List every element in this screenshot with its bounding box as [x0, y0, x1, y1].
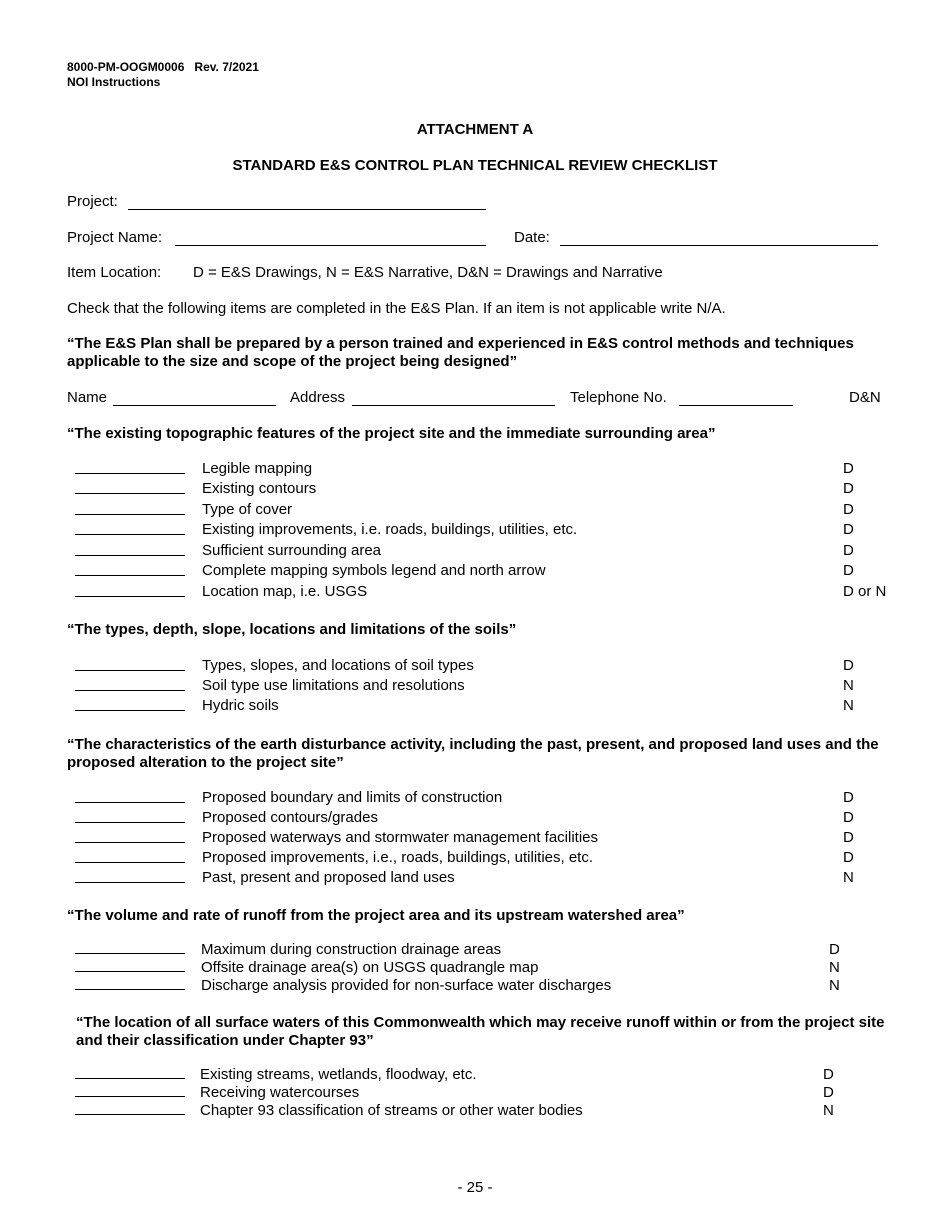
check-blank[interactable]	[75, 959, 185, 972]
name-input-line[interactable]	[113, 390, 276, 406]
check-blank[interactable]	[75, 828, 185, 843]
list-item	[0, 656, 950, 676]
check-blank[interactable]	[75, 582, 185, 597]
item-location-legend: D = E&S Drawings, N = E&S Narrative, D&N = Drawings and Narrative	[193, 264, 663, 281]
address-input-line[interactable]	[352, 390, 555, 406]
item-label: Legible mapping	[202, 460, 313, 477]
list-item	[0, 1066, 950, 1084]
item-location: D	[843, 542, 854, 559]
item-location: D	[843, 789, 854, 806]
list-item	[0, 808, 950, 828]
form-revision: Rev. 7/2021	[194, 60, 259, 74]
item-label: Past, present and proposed land uses	[202, 869, 455, 886]
item-location: D	[843, 809, 854, 826]
check-blank[interactable]	[75, 808, 185, 823]
item-location: D	[843, 521, 854, 538]
item-location: D	[843, 480, 854, 497]
list-item	[0, 941, 950, 959]
check-blank[interactable]	[75, 459, 185, 474]
item-label: Sufficient surrounding area	[202, 542, 382, 559]
list-item	[0, 788, 950, 808]
check-blank[interactable]	[75, 479, 185, 494]
item-location: N	[829, 959, 840, 976]
list-item	[0, 561, 950, 581]
item-location: D	[823, 1084, 834, 1101]
item-label: Complete mapping symbols legend and north arrow	[202, 562, 546, 579]
check-blank[interactable]	[75, 1102, 185, 1115]
check-blank[interactable]	[75, 788, 185, 803]
list-item	[0, 696, 950, 716]
item-label: Proposed waterways and stormwater management facilities	[202, 829, 599, 846]
item-location: D	[843, 460, 854, 477]
date-input-line[interactable]	[560, 230, 878, 246]
project-input-line[interactable]	[128, 194, 486, 210]
item-location: D	[843, 657, 854, 674]
section-title: “The types, depth, slope, locations and limitations of the soils”	[67, 621, 517, 638]
check-blank[interactable]	[75, 941, 185, 954]
check-blank[interactable]	[75, 868, 185, 883]
item-location: N	[843, 697, 854, 714]
list-item	[0, 1102, 950, 1120]
section-title: “The characteristics of the earth disturbance activity, including the past, present, and proposed land uses and the proposed alteration to the project site”	[67, 736, 879, 771]
list-item	[0, 1084, 950, 1102]
form-subtitle: NOI Instructions	[67, 75, 161, 89]
check-blank[interactable]	[75, 1066, 185, 1079]
checklist-title: STANDARD E&S CONTROL PLAN TECHNICAL REVIEW CHECKLIST	[232, 157, 718, 174]
instructions-text: Check that the following items are completed in the E&S Plan. If an item is not applicable write N/A.	[67, 300, 726, 317]
list-item	[0, 541, 950, 561]
list-item	[0, 459, 950, 479]
address-label: Address	[290, 389, 346, 406]
section-title: “The location of all surface waters of this Commonwealth which may receive runoff within or from the project site and their classification under Chapter 93”	[76, 1014, 885, 1049]
item-location: N	[843, 677, 854, 694]
list-item	[0, 676, 950, 696]
check-blank[interactable]	[75, 1084, 185, 1097]
check-blank[interactable]	[75, 541, 185, 556]
item-label: Type of cover	[202, 501, 293, 518]
item-label: Hydric soils	[202, 697, 279, 714]
check-blank[interactable]	[75, 848, 185, 863]
list-item	[0, 959, 950, 977]
project-name-input-line[interactable]	[175, 230, 486, 246]
project-label: Project:	[67, 193, 118, 210]
item-location: D or N	[843, 583, 887, 600]
item-label: Maximum during construction drainage areas	[201, 941, 502, 958]
check-blank[interactable]	[75, 656, 185, 671]
check-blank[interactable]	[75, 520, 185, 535]
item-label: Proposed contours/grades	[202, 809, 378, 826]
item-location: D	[823, 1066, 834, 1083]
list-item	[0, 500, 950, 520]
item-location: D	[843, 829, 854, 846]
form-header	[67, 60, 259, 90]
check-blank[interactable]	[75, 977, 185, 990]
attachment-title: ATTACHMENT A	[416, 121, 534, 138]
item-label: Existing contours	[202, 480, 317, 497]
list-item	[0, 582, 950, 602]
list-item	[0, 520, 950, 540]
item-location: D	[843, 849, 854, 866]
item-location: D	[843, 562, 854, 579]
section-title: “The existing topographic features of the project site and the immediate surrounding area”	[67, 425, 716, 442]
item-label: Receiving watercourses	[200, 1084, 360, 1101]
form-number: 8000-PM-OOGM0006	[67, 60, 185, 74]
list-item	[0, 479, 950, 499]
name-label: Name	[67, 389, 108, 406]
item-label: Offsite drainage area(s) on USGS quadrangle map	[201, 959, 539, 976]
list-item	[0, 868, 950, 888]
item-label: Types, slopes, and locations of soil types	[202, 657, 474, 674]
check-blank[interactable]	[75, 561, 185, 576]
preparer-quote: “The E&S Plan shall be prepared by a person trained and experienced in E&S control methods and techniques applicable to the size and scope of the project being designed”	[67, 335, 854, 370]
item-location: D	[829, 941, 840, 958]
item-location: N	[843, 869, 854, 886]
telephone-input-line[interactable]	[679, 390, 793, 406]
item-location: N	[823, 1102, 834, 1119]
item-label: Existing streams, wetlands, floodway, etc.	[200, 1066, 477, 1083]
item-location: N	[829, 977, 840, 994]
item-location-label: Item Location:	[67, 264, 162, 281]
list-item	[0, 848, 950, 868]
item-label: Proposed improvements, i.e., roads, buildings, utilities, etc.	[202, 849, 594, 866]
project-field	[67, 193, 118, 210]
telephone-label: Telephone No.	[570, 389, 667, 406]
project-name-label: Project Name:	[67, 229, 163, 246]
item-label: Chapter 93 classification of streams or other water bodies	[200, 1102, 583, 1119]
item-label: Discharge analysis provided for non-surface water discharges	[201, 977, 612, 994]
item-label: Proposed boundary and limits of construction	[202, 789, 503, 806]
check-blank[interactable]	[75, 500, 185, 515]
item-label: Existing improvements, i.e. roads, buildings, utilities, etc.	[202, 521, 578, 538]
list-item	[0, 828, 950, 848]
item-label: Location map, i.e. USGS	[202, 583, 368, 600]
check-blank[interactable]	[75, 676, 185, 691]
page-number: - 25 -	[457, 1179, 493, 1196]
item-location: D	[843, 501, 854, 518]
list-item	[0, 977, 950, 995]
section-title: “The volume and rate of runoff from the project area and its upstream watershed area”	[67, 907, 685, 924]
check-blank[interactable]	[75, 696, 185, 711]
item-label: Soil type use limitations and resolutions	[202, 677, 465, 694]
date-label: Date:	[514, 229, 550, 246]
preparer-location: D&N	[849, 389, 881, 406]
